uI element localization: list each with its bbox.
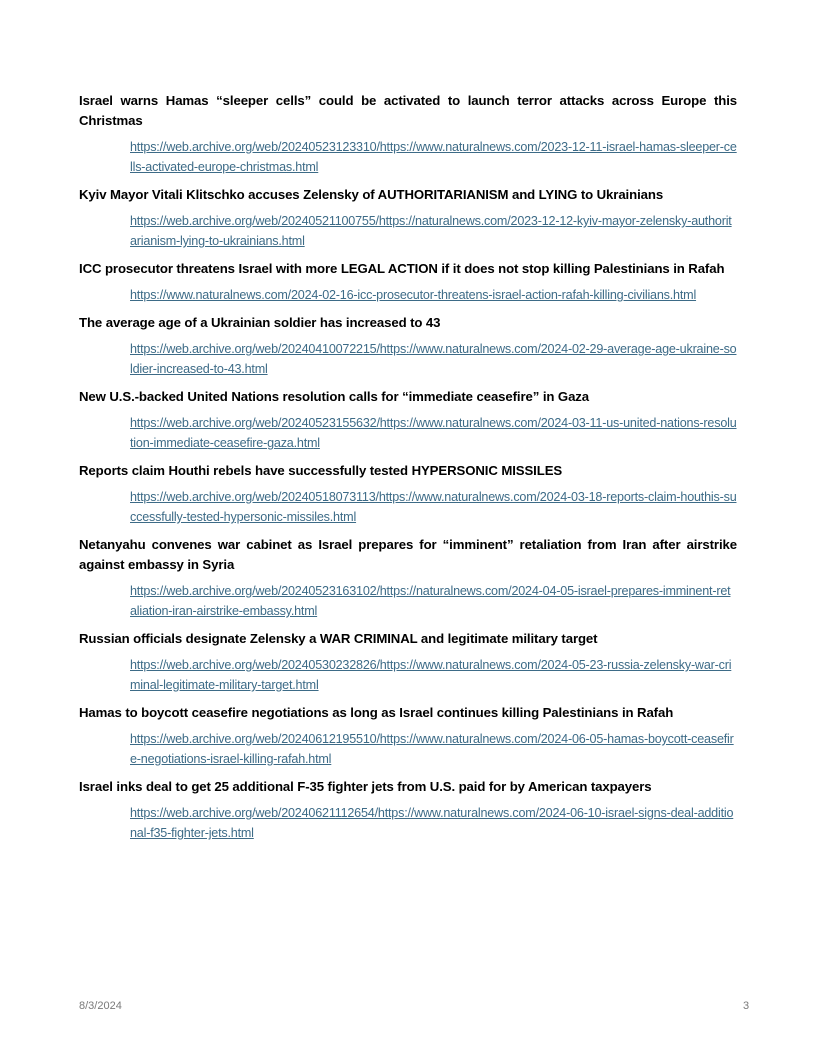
- article-title: Russian officials designate Zelensky a WAR CRIMINAL and legitimate military target: [79, 631, 598, 646]
- article-entry: [79, 629, 737, 695]
- article-link[interactable]: https://web.archive.org/web/20240612195510/https://www.naturalnews.com/2024-06-05-hamas-boycott-ceasefire-negotiations-israel-killing-rafah.html: [130, 732, 734, 766]
- article-link[interactable]: https://web.archive.org/web/20240523163102/https://naturalnews.com/2024-04-05-israel-prepares-imminent-retaliation-iran-airstrike-embassy.html: [130, 584, 731, 618]
- article-entry: [79, 313, 737, 379]
- article-entry: [79, 703, 737, 769]
- article-title: Israel inks deal to get 25 additional F-35 fighter jets from U.S. paid for by American taxpayers: [79, 779, 652, 794]
- article-link[interactable]: https://web.archive.org/web/20240530232826/https://www.naturalnews.com/2024-05-23-russia-zelensky-war-criminal-legitimate-military-target.html: [130, 658, 732, 692]
- article-link[interactable]: https://web.archive.org/web/20240521100755/https://naturalnews.com/2023-12-12-kyiv-mayor-zelensky-authoritarianism-lying-to-ukrainians.html: [130, 214, 732, 248]
- article-title: Israel warns Hamas “sleeper cells” could be activated to launch terror attacks across Europe this Christmas: [79, 93, 737, 128]
- article-title: Netanyahu convenes war cabinet as Israel prepares for “imminent” retaliation from Iran after airstrike against embassy in Syria: [79, 537, 737, 572]
- footer-date: 8/3/2024: [79, 1000, 122, 1012]
- article-link[interactable]: https://web.archive.org/web/20240621112654/https://www.naturalnews.com/2024-06-10-israel-signs-deal-additional-f35-fighter-jets.html: [130, 806, 734, 840]
- article-link[interactable]: https://web.archive.org/web/20240523155632/https://www.naturalnews.com/2024-03-11-us-united-nations-resolution-immediate-ceasefire-gaza.html: [130, 416, 737, 450]
- article-link[interactable]: https://web.archive.org/web/20240518073113/https://www.naturalnews.com/2024-03-18-reports-claim-houthis-successfully-tested-hypersonic-missiles.html: [130, 490, 737, 524]
- article-title: Kyiv Mayor Vitali Klitschko accuses Zelensky of AUTHORITARIANISM and LYING to Ukrainians: [79, 187, 664, 202]
- article-title: Hamas to boycott ceasefire negotiations as long as Israel continues killing Palestinians in Rafah: [79, 705, 674, 720]
- article-title: Reports claim Houthi rebels have successfully tested HYPERSONIC MISSILES: [79, 463, 563, 478]
- article-title: New U.S.-backed United Nations resolution calls for “immediate ceasefire” in Gaza: [79, 389, 590, 404]
- article-link[interactable]: https://www.naturalnews.com/2024-02-16-icc-prosecutor-threatens-israel-action-rafah-killing-civilians.html: [130, 288, 697, 302]
- article-entry: [79, 259, 737, 305]
- article-entry: [79, 185, 737, 251]
- article-entry: [79, 387, 737, 453]
- article-entry: [79, 461, 737, 527]
- article-link[interactable]: https://web.archive.org/web/20240410072215/https://www.naturalnews.com/2024-02-29-average-age-ukraine-soldier-increased-to-43.html: [130, 342, 737, 376]
- article-entry: [79, 535, 737, 621]
- article-link[interactable]: https://web.archive.org/web/20240523123310/https://www.naturalnews.com/2023-12-11-israel-hamas-sleeper-cells-activated-europe-christmas.html: [130, 140, 737, 174]
- article-entry: [79, 91, 737, 177]
- article-entry: [79, 777, 737, 843]
- article-title: The average age of a Ukrainian soldier has increased to 43: [79, 315, 441, 330]
- page-number: 3: [743, 1000, 750, 1012]
- document-body: [79, 91, 737, 851]
- article-title: ICC prosecutor threatens Israel with more LEGAL ACTION if it does not stop killing Palestinians in Rafah: [79, 261, 725, 276]
